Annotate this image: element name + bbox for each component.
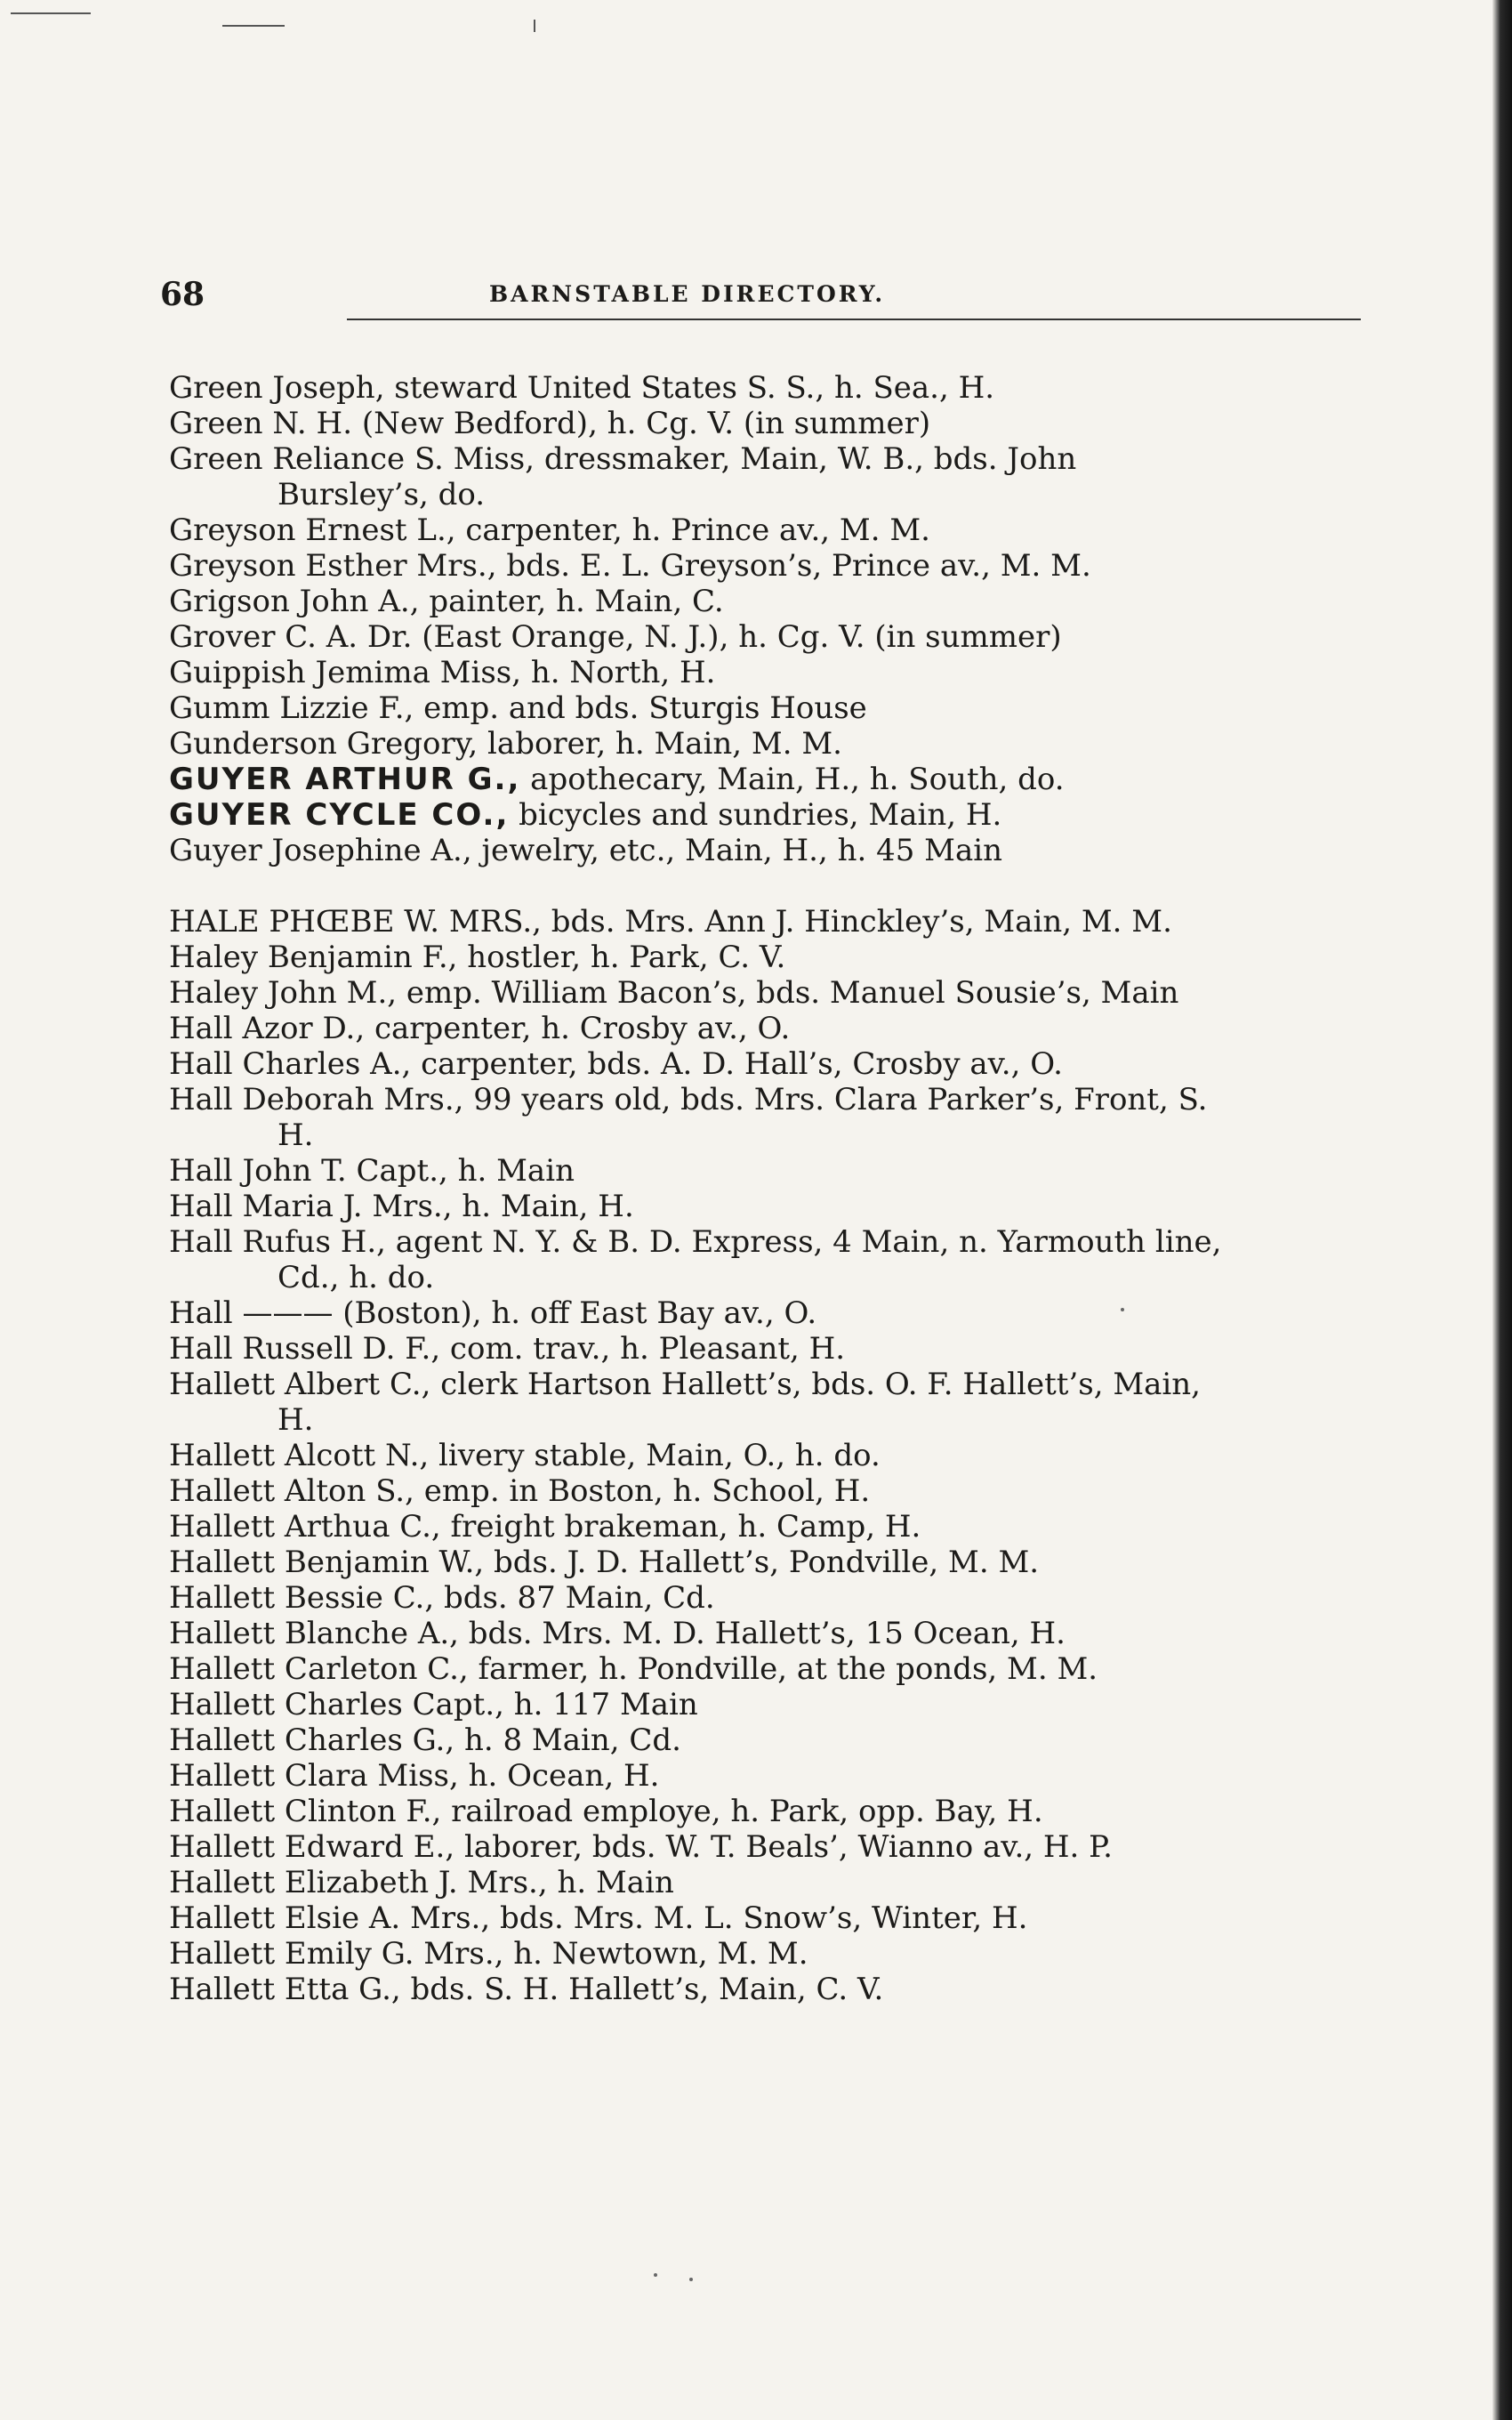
directory-entry: Haley John M., emp. William Bacon’s, bds. Manuel Sousie’s, Main xyxy=(169,975,1179,1011)
directory-entry xyxy=(169,797,1236,833)
directory-entry: Hall Maria J. Mrs., h. Main, H. xyxy=(169,1189,634,1224)
directory-entry: Guippish Jemima Miss, h. North, H. xyxy=(169,655,716,690)
directory-entry: Hallett Benjamin W., bds. J. D. Hallett’s, Pondville, M. M. xyxy=(169,1545,1040,1580)
directory-entry: Green Joseph, steward United States S. S., h. Sea., H. xyxy=(169,370,995,406)
speck xyxy=(689,2278,693,2281)
directory-entry: Hall Deborah Mrs., 99 years old, bds. Mrs. Clara Parker’s, Front, S. H. xyxy=(169,1082,1208,1153)
directory-entry: HALE PHŒBE W. MRS., bds. Mrs. Ann J. Hinckley’s, Main, M. M. xyxy=(169,904,1172,940)
directory-entry: Hallett Edward E., laborer, bds. W. T. Beals’, Wianno av., H. P. xyxy=(169,1829,1113,1865)
directory-entry: Grigson John A., painter, h. Main, C. xyxy=(169,584,724,619)
speck xyxy=(654,2273,657,2277)
directory-entry: Hallett Elizabeth J. Mrs., h. Main xyxy=(169,1865,674,1900)
directory-entry: Gumm Lizzie F., emp. and bds. Sturgis House xyxy=(169,690,867,726)
directory-entry: Hall Russell D. F., com. trav., h. Pleasant, H. xyxy=(169,1331,846,1367)
entry-bold-name: GUYER ARTHUR G., xyxy=(169,762,521,797)
directory-entry: Hall Rufus H., agent N. Y. & B. D. Express, 4 Main, n. Yarmouth line, Cd., h. do. xyxy=(169,1224,1222,1295)
page-header xyxy=(160,276,1201,320)
directory-entry: Gunderson Gregory, laborer, h. Main, M. M. xyxy=(169,726,842,762)
directory-entry: Guyer Josephine A., jewelry, etc., Main, H., h. 45 Main xyxy=(169,833,1003,868)
entries-group-h xyxy=(169,904,1236,2007)
directory-entry: Hallett Blanche A., bds. Mrs. M. D. Hallett’s, 15 Ocean, H. xyxy=(169,1616,1066,1651)
directory-entry: Hallett Arthua C., freight brakeman, h. Camp, H. xyxy=(169,1509,921,1545)
directory-entry: Hallett Alton S., emp. in Boston, h. School, H. xyxy=(169,1473,871,1509)
header-rule xyxy=(347,319,1361,320)
directory-entry: Greyson Ernest L., carpenter, h. Prince av., M. M. xyxy=(169,512,930,548)
directory-entry: Hall John T. Capt., h. Main xyxy=(169,1153,575,1189)
entries-group-g xyxy=(169,370,1236,868)
directory-entry: Green N. H. (New Bedford), h. Cg. V. (in summer) xyxy=(169,406,931,441)
scan-mark-top-left xyxy=(11,12,91,14)
speck xyxy=(1121,1308,1124,1311)
entry-bold-name: GUYER CYCLE CO., xyxy=(169,797,510,833)
scan-mark-top xyxy=(222,25,285,27)
directory-entry: Hallett Charles Capt., h. 117 Main xyxy=(169,1687,698,1722)
section-gap xyxy=(169,868,1236,904)
directory-entry: Hallett Elsie A. Mrs., bds. Mrs. M. L. Snow’s, Winter, H. xyxy=(169,1900,1028,1936)
directory-entries xyxy=(169,370,1236,2007)
directory-entry: Hallett Carleton C., farmer, h. Pondville, at the ponds, M. M. xyxy=(169,1651,1098,1687)
directory-entry: Hallett Etta G., bds. S. H. Hallett’s, Main, C. V. xyxy=(169,1972,884,2007)
directory-entry: Green Reliance S. Miss, dressmaker, Main, W. B., bds. John Bursley’s, do. xyxy=(169,441,1077,512)
entry-details: apothecary, Main, H., h. South, do. xyxy=(520,762,1065,797)
directory-entry: Hallett Clinton F., railroad employe, h. Park, opp. Bay, H. xyxy=(169,1794,1043,1829)
directory-entry xyxy=(169,762,1236,797)
directory-entry: Grover C. A. Dr. (East Orange, N. J.), h. Cg. V. (in summer) xyxy=(169,619,1062,655)
entry-details: bicycles and sundries, Main, H. xyxy=(509,797,1002,833)
directory-entry: Hall ——— (Boston), h. off East Bay av., O. xyxy=(169,1295,817,1331)
directory-entry: Hallett Albert C., clerk Hartson Hallett’s, bds. O. F. Hallett’s, Main, H. xyxy=(169,1367,1201,1438)
page-edge-shadow xyxy=(1492,0,1512,2420)
directory-entry: Hallett Clara Miss, h. Ocean, H. xyxy=(169,1758,660,1794)
directory-entry: Hall Charles A., carpenter, bds. A. D. Hall’s, Crosby av., O. xyxy=(169,1046,1063,1082)
directory-entry: Hallett Charles G., h. 8 Main, Cd. xyxy=(169,1722,681,1758)
directory-entry: Hall Azor D., carpenter, h. Crosby av., O. xyxy=(169,1011,791,1046)
running-title: BARNSTABLE DIRECTORY. xyxy=(489,281,886,307)
directory-entry: Hallett Emily G. Mrs., h. Newtown, M. M. xyxy=(169,1936,808,1972)
directory-entry: Hallett Alcott N., livery stable, Main, O., h. do. xyxy=(169,1438,881,1473)
directory-entry: Greyson Esther Mrs., bds. E. L. Greyson’s, Prince av., M. M. xyxy=(169,548,1091,584)
scan-mark-tick xyxy=(534,20,535,32)
directory-entry: Haley Benjamin F., hostler, h. Park, C. V. xyxy=(169,940,786,975)
directory-entry: Hallett Bessie C., bds. 87 Main, Cd. xyxy=(169,1580,715,1616)
page-number: 68 xyxy=(160,276,205,313)
